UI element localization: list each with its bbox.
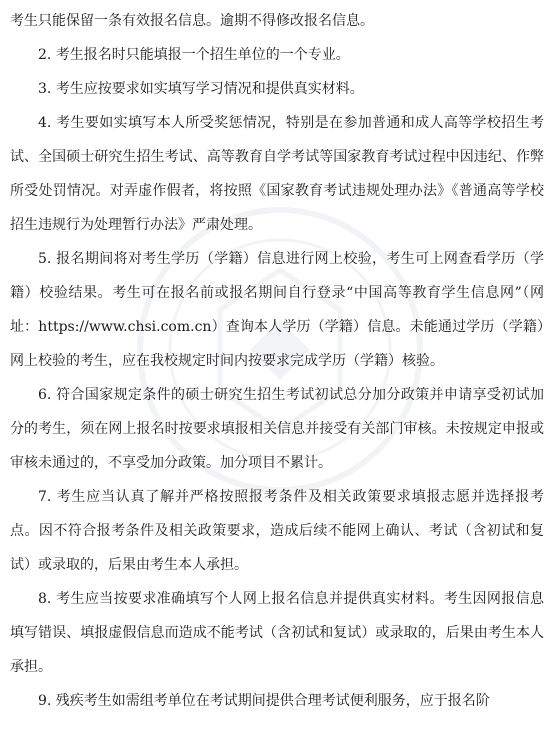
paragraph-item-2: 2. 考生报名时只能填报一个招生单位的一个专业。 (38, 47, 350, 63)
paragraph-item-8: 8. 考生应当按要求准确填写个人网上报名信息并提供真实材料。考生因网报信息填写错误、填报虚假信息而造成不能考试（含初试和复试）或录取的，后果由考生本人承担。 (10, 591, 544, 675)
paragraph-item-6: 6. 符合国家规定条件的硕士研究生招生考试初试总分加分政策并申请享受初试加分的考生，须在网上报名时按要求填报相关信息并接受有关部门审核。未按规定申报或审核未通过的，不享受加分政策。加分项目不累计。 (10, 387, 544, 471)
paragraph-item-9: 9. 残疾考生如需组考单位在考试期间提供合理考试便利服务，应于报名阶 (38, 693, 490, 709)
paragraph-item-3: 3. 考生应按要求如实填写学习情况和提供真实材料。 (38, 81, 364, 97)
paragraph-p0: 考生只能保留一条有效报名信息。逾期不得修改报名信息。 (10, 13, 374, 29)
paragraph-item-7: 7. 考生应当认真了解并严格按照报考条件及相关政策要求填报志愿并选择报考点。因不符合报考条件及相关政策要求，造成后续不能网上确认、考试（含初试和复试）或录取的，后果由考生本人承担。 (10, 489, 544, 573)
paragraph-item-4: 4. 考生要如实填写本人所受奖惩情况，特别是在参加普通和成人高等学校招生考试、全国硕士研究生招生考试、高等教育自学考试等国家教育考试过程中因违纪、作弊所受处罚情况。对弄虚作假者，将按照《国家教育考试违规处理办法》《普通高等学校招生违规行为处理暂行办法》严肃处理。 (10, 115, 544, 233)
paragraph-item-5: 5. 报名期间将对考生学历（学籍）信息进行网上校验，考生可上网查看学历（学籍）校验结果。考生可在报名前或报名期间自行登录“中国高等教育学生信息网”（网址：https://www.chsi.com.cn）查询本人学历（学籍）信息。未能通过学历（学籍）网上校验的考生，应在我校规定时间内按要求完成学历（学籍）核验。 (10, 251, 544, 369)
